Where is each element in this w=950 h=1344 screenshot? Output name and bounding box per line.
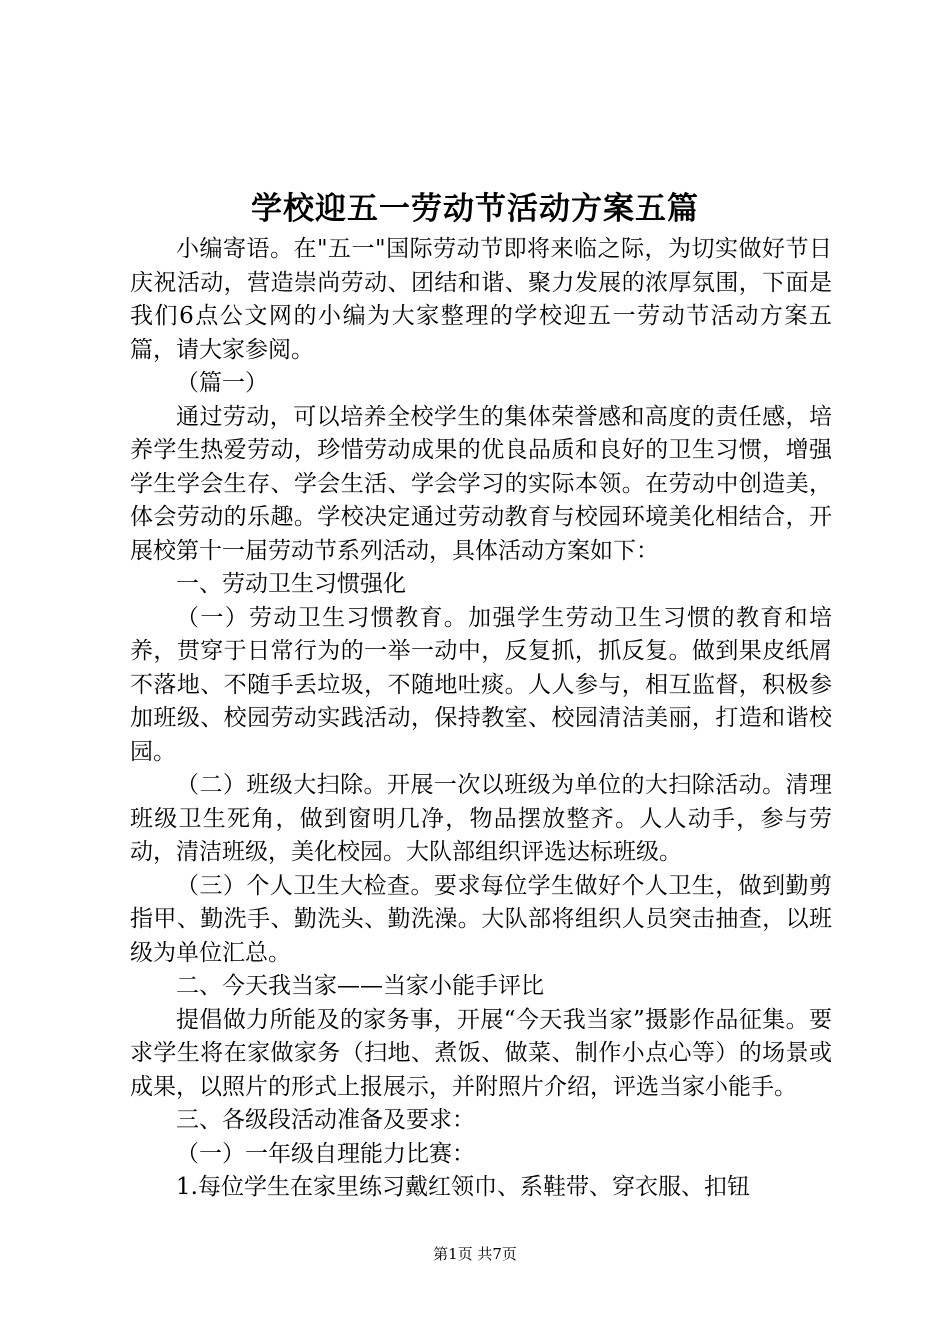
paragraph-class-cleaning: （二）班级大扫除。开展一次以班级为单位的大扫除活动。清理班级卫生死角，做到窗明几净，物品摆放整齐。人人动手，参与劳动，清洁班级，美化校园。大队部组织评选达标班级。	[130, 772, 832, 865]
page-footer: 第1页 共7页	[433, 1245, 517, 1263]
paragraph-purpose: 通过劳动，可以培养全校学生的集体荣誉感和高度的责任感，培养学生热爱劳动，珍惜劳动成果的优良品质和良好的卫生习惯，增强学生学会生存、学会生活、学会学习的实际本领。在劳动中创造美，体会劳动的乐趣。学校决定通过劳动教育与校园环境美化相结合，开展校第十一届劳动节系列活动，具体活动方案如下：	[130, 403, 832, 564]
paragraph-personal-check: （三）个人卫生大检查。要求每位学生做好个人卫生，做到勤剪指甲、勤洗手、勤洗头、勤洗澡。大队部将组织人员突击抽查，以班级为单位汇总。	[130, 872, 832, 966]
paragraph-home-chores: 提倡做力所能及的家务事，开展“今天我当家”摄影作品征集。要求学生将在家做家务（扫地、煮饭、做菜、制作小点心等）的场景或成果，以照片的形式上报展示，并附照片介绍，评选当家小能手。	[130, 1006, 832, 1100]
heading-hygiene: 一、劳动卫生习惯强化	[176, 571, 406, 597]
paragraph-section-label: （篇一）	[176, 370, 268, 396]
document-title: 学校迎五一劳动节活动方案五篇	[251, 191, 699, 227]
paragraph-intro: 小编寄语。在"五一"国际劳动节即将来临之际，为切实做好节日庆祝活动，营造崇尚劳动、团结和谐、聚力发展的浓厚氛围，下面是我们6点公文网的小编为大家整理的学校迎五一劳动节活动方案五篇，请大家参阅。	[130, 236, 832, 363]
heading-home-chores: 二、今天我当家——当家小能手评比	[176, 973, 544, 999]
paragraph-hygiene-education: （一）劳动卫生习惯教育。加强学生劳动卫生习惯的教育和培养，贯穿于日常行为的一举一动中，反复抓，抓反复。做到果皮纸屑不落地、不随手丢垃圾，不随地吐痰。人人参与，相互监督，积极参加班级、校园劳动实践活动，保持教室、校园清洁美丽，打造和谐校园。	[130, 604, 832, 765]
document-body	[130, 233, 832, 1205]
subheading-grade-one: （一）一年级自理能力比赛：	[176, 1140, 475, 1167]
paragraph-grade-one-item: 1.每位学生在家里练习戴红领巾、系鞋带、穿衣服、扣钮	[176, 1174, 750, 1200]
heading-grade-requirements: 三、各级段活动准备及要求：	[176, 1107, 475, 1133]
